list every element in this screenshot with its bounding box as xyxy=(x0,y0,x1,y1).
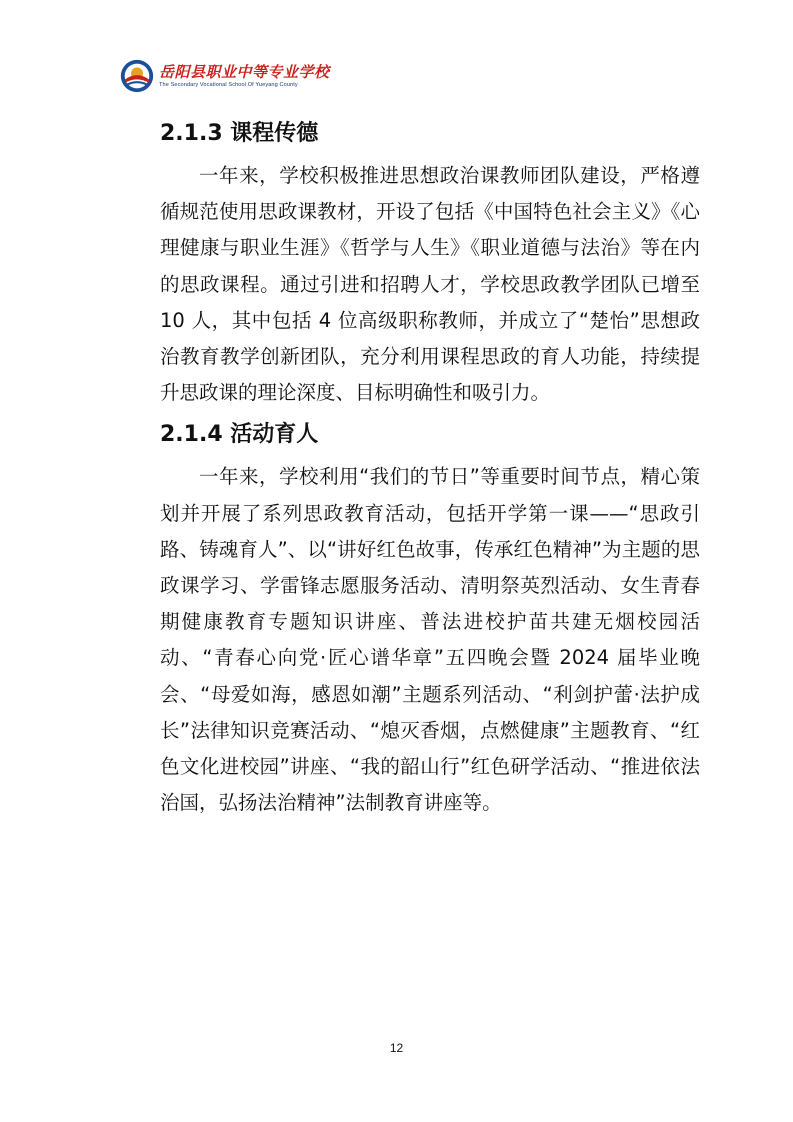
section-paragraph-activities: 一年来，学校利用“我们的节日”等重要时间节点，精心策划并开展了系列思政教育活动，包括开学第一课——“思政引路、铸魂育人”、以“讲好红色故事，传承红色精神”为主题的思政课学习、学雷锋志愿服务活动、清明祭英烈活动、女生青春期健康教育专题知识讲座、普法进校护苗共建无烟校园活动、“青春心向党·匠心谱华章”五四晚会暨 2024 届毕业晚会、“母爱如海，感恩如潮”主题系列活动、“利剑护蕾·法护成长”法律知识竞赛活动、“熄灭香烟，点燃健康”主题教育、“红色文化进校园”讲座、“我的韶山行”红色研学活动、“推进依法治国，弘扬法治精神”法制教育讲座等。 xyxy=(160,465,700,815)
section-paragraph-course: 一年来，学校积极推进思想政治课教师团队建设，严格遵循规范使用思政课教材，开设了包括《中国特色社会主义》《心理健康与职业生涯》《哲学与人生》《职业道德与法治》等在内的思政课程。通过引进和招聘人才，学校思政教学团队已增至 10 人，其中包括 4 位高级职称教师，并成立了“楚怡”思想政治教育教学创新团队，充分利用课程思政的育人功能，持续提升思政课的理论深度、目标明确性和吸引力。 xyxy=(160,164,700,405)
school-name-en: The Secondary Vocational School Of Yueyang County xyxy=(159,82,298,88)
page-number: 12 xyxy=(389,1041,404,1055)
document-body xyxy=(160,110,700,821)
section-heading-course: 2.1.3 课程传德 xyxy=(160,121,319,146)
section-heading-activities: 2.1.4 活动育人 xyxy=(160,422,319,448)
school-header xyxy=(120,58,330,94)
school-name-cn: 岳阳县职业中等专业学校 xyxy=(159,63,330,81)
school-emblem-icon xyxy=(120,59,154,93)
